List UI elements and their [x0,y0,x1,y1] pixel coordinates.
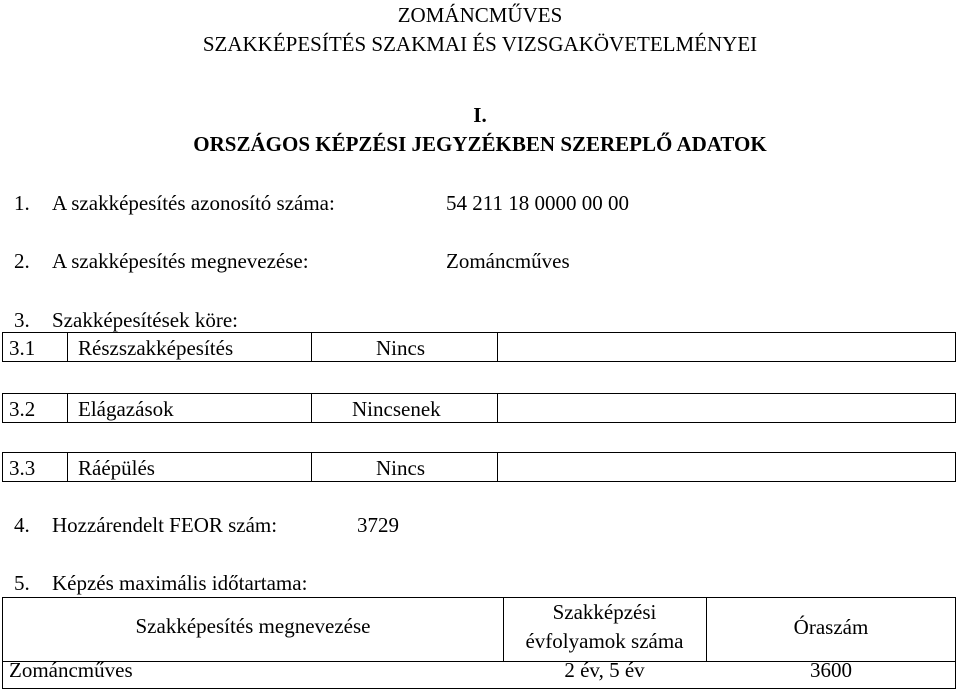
header-hours: Óraszám [793,615,869,639]
item-4-value: 3729 [357,513,399,537]
item-3-number: 3. [14,308,30,332]
item-1-number: 1. [14,191,30,215]
item-1-label: A szakképesítés azonosító száma: [52,191,335,215]
item-3-label: Szakképesítések köre: [52,308,239,332]
cell-qualification-name: Zománcműves [9,658,133,682]
item-5-number: 5. [14,571,30,595]
section-number: I. [473,103,487,127]
item-5-label: Képzés maximális időtartama: [52,571,308,595]
document-title-line-2: SZAKKÉPESÍTÉS SZAKMAI ÉS VIZSGAKÖVETELMÉNYEI [202,32,758,56]
header-years-line-2: évfolyamok száma [525,629,684,653]
item-2-value: Zománcműves [446,249,570,273]
item-2-label: A szakképesítés megnevezése: [52,249,309,273]
row-number: 3.2 [9,397,36,421]
item-4-label: Hozzárendelt FEOR szám: [52,513,278,537]
row-value: Nincsenek [352,397,441,421]
row-label: Részszakképesítés [78,336,234,360]
qualification-row-extension [2,452,956,482]
item-2-number: 2. [14,249,30,273]
cell-years: 2 év, 5 év [564,658,645,682]
header-years-line-1: Szakképzési [552,600,657,624]
section-title: ORSZÁGOS KÉPZÉSI JEGYZÉKBEN SZEREPLŐ ADATOK [193,132,767,156]
row-value: Nincs [376,456,425,480]
item-1-value: 54 211 18 0000 00 00 [446,191,629,215]
row-value: Nincs [376,336,425,360]
row-label: Ráépülés [78,456,155,480]
header-qualification-name: Szakképesítés megnevezése [135,614,371,638]
document-title-line-1: ZOMÁNCMŰVES [397,3,563,27]
row-label: Elágazások [78,397,174,421]
row-number: 3.1 [9,336,36,360]
duration-table [2,597,956,689]
qualification-row-partial [2,332,956,362]
item-4-number: 4. [14,513,30,537]
cell-hours: 3600 [810,658,852,682]
row-number: 3.3 [9,456,36,480]
qualification-row-branches [2,393,956,423]
